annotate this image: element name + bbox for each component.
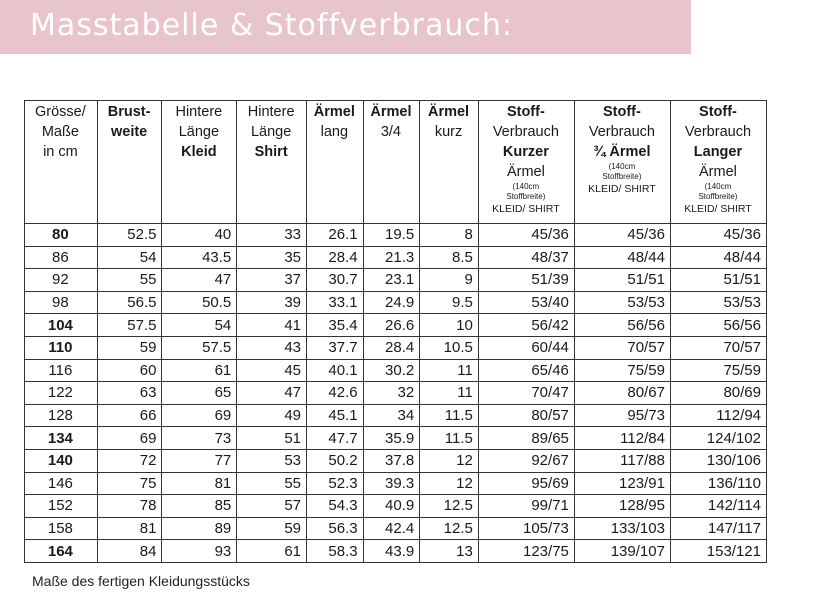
cell-fabric-34: 75/59	[574, 359, 670, 382]
cell-fabric-34: 56/56	[574, 314, 670, 337]
cell-fabric-34: 139/107	[574, 540, 670, 563]
cell-back-shirt: 61	[237, 540, 307, 563]
cell-back-dress: 50.5	[162, 291, 237, 314]
cell-sleeve-short: 12	[420, 449, 479, 472]
cell-fabric-long: 142/114	[670, 495, 766, 518]
cell-chest: 59	[97, 336, 162, 359]
header-chest: Brust- weite	[97, 101, 162, 224]
cell-fabric-long: 147/117	[670, 517, 766, 540]
cell-sleeve-short: 10.5	[420, 336, 479, 359]
cell-chest: 84	[97, 540, 162, 563]
table-row	[25, 269, 767, 292]
cell-sleeve-long: 33.1	[307, 291, 364, 314]
header-back-dress: Hintere Länge Kleid	[162, 101, 237, 224]
cell-sleeve-short: 11	[420, 382, 479, 405]
cell-back-shirt: 43	[237, 336, 307, 359]
cell-chest: 75	[97, 472, 162, 495]
cell-back-dress: 73	[162, 427, 237, 450]
cell-back-dress: 61	[162, 359, 237, 382]
cell-chest: 52.5	[97, 224, 162, 247]
cell-fabric-long: 112/94	[670, 404, 766, 427]
cell-sleeve-short: 12	[420, 472, 479, 495]
cell-back-dress: 89	[162, 517, 237, 540]
header-fabric-34: Stoff- Verbrauch ¾ Ärmel (140cm Stoffbreite) KLEID/ SHIRT	[574, 101, 670, 224]
cell-back-shirt: 51	[237, 427, 307, 450]
cell-fabric-34: 112/84	[574, 427, 670, 450]
cell-fabric-long: 48/44	[670, 246, 766, 269]
cell-fabric-short: 92/67	[478, 449, 574, 472]
cell-sleeve-long: 30.7	[307, 269, 364, 292]
cell-fabric-34: 117/88	[574, 449, 670, 472]
cell-sleeve-34: 23.1	[363, 269, 420, 292]
cell-fabric-34: 128/95	[574, 495, 670, 518]
table-row	[25, 495, 767, 518]
cell-back-shirt: 35	[237, 246, 307, 269]
header-sleeve-short: Ärmel kurz	[420, 101, 479, 224]
cell-fabric-34: 70/57	[574, 336, 670, 359]
cell-size: 110	[25, 336, 98, 359]
table-header-row	[25, 101, 767, 224]
cell-fabric-long: 53/53	[670, 291, 766, 314]
cell-fabric-34: 133/103	[574, 517, 670, 540]
table-row	[25, 404, 767, 427]
cell-fabric-short: 56/42	[478, 314, 574, 337]
cell-sleeve-long: 47.7	[307, 427, 364, 450]
footnote: Maße des fertigen Kleidungsstücks	[32, 573, 250, 589]
header-sleeve-34: Ärmel 3/4	[363, 101, 420, 224]
cell-sleeve-34: 30.2	[363, 359, 420, 382]
cell-chest: 56.5	[97, 291, 162, 314]
cell-fabric-short: 60/44	[478, 336, 574, 359]
cell-sleeve-34: 39.3	[363, 472, 420, 495]
table-row	[25, 427, 767, 450]
cell-fabric-long: 56/56	[670, 314, 766, 337]
cell-size: 122	[25, 382, 98, 405]
cell-chest: 69	[97, 427, 162, 450]
cell-sleeve-long: 42.6	[307, 382, 364, 405]
cell-fabric-long: 70/57	[670, 336, 766, 359]
cell-size: 116	[25, 359, 98, 382]
cell-fabric-long: 130/106	[670, 449, 766, 472]
cell-sleeve-short: 9	[420, 269, 479, 292]
cell-sleeve-long: 45.1	[307, 404, 364, 427]
cell-sleeve-34: 32	[363, 382, 420, 405]
cell-fabric-long: 124/102	[670, 427, 766, 450]
cell-back-dress: 65	[162, 382, 237, 405]
cell-sleeve-34: 42.4	[363, 517, 420, 540]
header-size: Grösse/ Maße in cm	[25, 101, 98, 224]
cell-size: 134	[25, 427, 98, 450]
table-body	[25, 224, 767, 563]
cell-size: 80	[25, 224, 98, 247]
header-back-shirt: Hintere Länge Shirt	[237, 101, 307, 224]
cell-sleeve-short: 11.5	[420, 404, 479, 427]
cell-chest: 63	[97, 382, 162, 405]
cell-sleeve-long: 26.1	[307, 224, 364, 247]
page-title: Masstabelle & Stoffverbrauch:	[30, 8, 513, 43]
cell-fabric-short: 48/37	[478, 246, 574, 269]
cell-sleeve-short: 12.5	[420, 495, 479, 518]
cell-back-shirt: 39	[237, 291, 307, 314]
cell-back-dress: 69	[162, 404, 237, 427]
cell-chest: 54	[97, 246, 162, 269]
cell-fabric-short: 99/71	[478, 495, 574, 518]
cell-sleeve-34: 28.4	[363, 336, 420, 359]
cell-sleeve-long: 37.7	[307, 336, 364, 359]
cell-sleeve-short: 11.5	[420, 427, 479, 450]
cell-size: 152	[25, 495, 98, 518]
cell-back-dress: 93	[162, 540, 237, 563]
cell-sleeve-short: 8.5	[420, 246, 479, 269]
cell-fabric-short: 105/73	[478, 517, 574, 540]
cell-sleeve-34: 21.3	[363, 246, 420, 269]
cell-fabric-34: 53/53	[574, 291, 670, 314]
cell-fabric-34: 51/51	[574, 269, 670, 292]
cell-chest: 66	[97, 404, 162, 427]
cell-sleeve-long: 50.2	[307, 449, 364, 472]
cell-sleeve-long: 35.4	[307, 314, 364, 337]
cell-sleeve-long: 56.3	[307, 517, 364, 540]
cell-fabric-34: 48/44	[574, 246, 670, 269]
table-row	[25, 540, 767, 563]
cell-sleeve-34: 26.6	[363, 314, 420, 337]
table-row	[25, 449, 767, 472]
size-table	[24, 100, 767, 563]
cell-back-shirt: 53	[237, 449, 307, 472]
cell-fabric-short: 95/69	[478, 472, 574, 495]
cell-size: 86	[25, 246, 98, 269]
cell-chest: 55	[97, 269, 162, 292]
cell-fabric-34: 80/67	[574, 382, 670, 405]
cell-fabric-short: 65/46	[478, 359, 574, 382]
table-row	[25, 359, 767, 382]
cell-sleeve-34: 34	[363, 404, 420, 427]
cell-fabric-long: 45/36	[670, 224, 766, 247]
cell-fabric-long: 51/51	[670, 269, 766, 292]
table-row	[25, 246, 767, 269]
cell-sleeve-short: 8	[420, 224, 479, 247]
cell-sleeve-34: 43.9	[363, 540, 420, 563]
table-row	[25, 314, 767, 337]
cell-sleeve-long: 54.3	[307, 495, 364, 518]
cell-sleeve-34: 24.9	[363, 291, 420, 314]
cell-fabric-short: 51/39	[478, 269, 574, 292]
cell-fabric-short: 53/40	[478, 291, 574, 314]
cell-sleeve-34: 37.8	[363, 449, 420, 472]
cell-fabric-short: 45/36	[478, 224, 574, 247]
cell-back-shirt: 57	[237, 495, 307, 518]
cell-chest: 57.5	[97, 314, 162, 337]
cell-sleeve-long: 28.4	[307, 246, 364, 269]
cell-sleeve-short: 11	[420, 359, 479, 382]
cell-size: 128	[25, 404, 98, 427]
cell-fabric-long: 75/59	[670, 359, 766, 382]
cell-back-shirt: 55	[237, 472, 307, 495]
cell-back-dress: 81	[162, 472, 237, 495]
cell-chest: 78	[97, 495, 162, 518]
table-row	[25, 336, 767, 359]
cell-size: 92	[25, 269, 98, 292]
cell-sleeve-long: 58.3	[307, 540, 364, 563]
cell-back-shirt: 49	[237, 404, 307, 427]
cell-sleeve-short: 13	[420, 540, 479, 563]
table-row	[25, 382, 767, 405]
table-row	[25, 517, 767, 540]
cell-back-shirt: 37	[237, 269, 307, 292]
cell-chest: 60	[97, 359, 162, 382]
cell-fabric-long: 153/121	[670, 540, 766, 563]
header-sleeve-long: Ärmel lang	[307, 101, 364, 224]
cell-size: 98	[25, 291, 98, 314]
cell-back-shirt: 45	[237, 359, 307, 382]
cell-fabric-34: 123/91	[574, 472, 670, 495]
cell-fabric-long: 80/69	[670, 382, 766, 405]
cell-sleeve-short: 9.5	[420, 291, 479, 314]
cell-fabric-short: 123/75	[478, 540, 574, 563]
header-fabric-long: Stoff- Verbrauch Langer Ärmel (140cm Stoffbreite) KLEID/ SHIRT	[670, 101, 766, 224]
cell-sleeve-34: 40.9	[363, 495, 420, 518]
cell-chest: 81	[97, 517, 162, 540]
table-row	[25, 291, 767, 314]
cell-fabric-short: 89/65	[478, 427, 574, 450]
cell-size: 164	[25, 540, 98, 563]
table-row	[25, 224, 767, 247]
cell-back-shirt: 41	[237, 314, 307, 337]
cell-back-dress: 40	[162, 224, 237, 247]
cell-fabric-34: 45/36	[574, 224, 670, 247]
cell-back-dress: 57.5	[162, 336, 237, 359]
cell-sleeve-34: 35.9	[363, 427, 420, 450]
cell-fabric-short: 70/47	[478, 382, 574, 405]
table-row	[25, 472, 767, 495]
cell-sleeve-long: 40.1	[307, 359, 364, 382]
cell-size: 158	[25, 517, 98, 540]
cell-back-shirt: 33	[237, 224, 307, 247]
cell-sleeve-short: 12.5	[420, 517, 479, 540]
cell-back-dress: 47	[162, 269, 237, 292]
cell-back-shirt: 47	[237, 382, 307, 405]
cell-back-dress: 54	[162, 314, 237, 337]
cell-fabric-short: 80/57	[478, 404, 574, 427]
cell-back-shirt: 59	[237, 517, 307, 540]
cell-size: 146	[25, 472, 98, 495]
cell-back-dress: 85	[162, 495, 237, 518]
cell-back-dress: 77	[162, 449, 237, 472]
cell-fabric-34: 95/73	[574, 404, 670, 427]
cell-chest: 72	[97, 449, 162, 472]
cell-size: 140	[25, 449, 98, 472]
cell-back-dress: 43.5	[162, 246, 237, 269]
title-banner	[0, 0, 691, 54]
cell-fabric-long: 136/110	[670, 472, 766, 495]
cell-sleeve-34: 19.5	[363, 224, 420, 247]
header-fabric-short: Stoff- Verbrauch Kurzer Ärmel (140cm Stoffbreite) KLEID/ SHIRT	[478, 101, 574, 224]
cell-sleeve-long: 52.3	[307, 472, 364, 495]
cell-size: 104	[25, 314, 98, 337]
cell-sleeve-short: 10	[420, 314, 479, 337]
